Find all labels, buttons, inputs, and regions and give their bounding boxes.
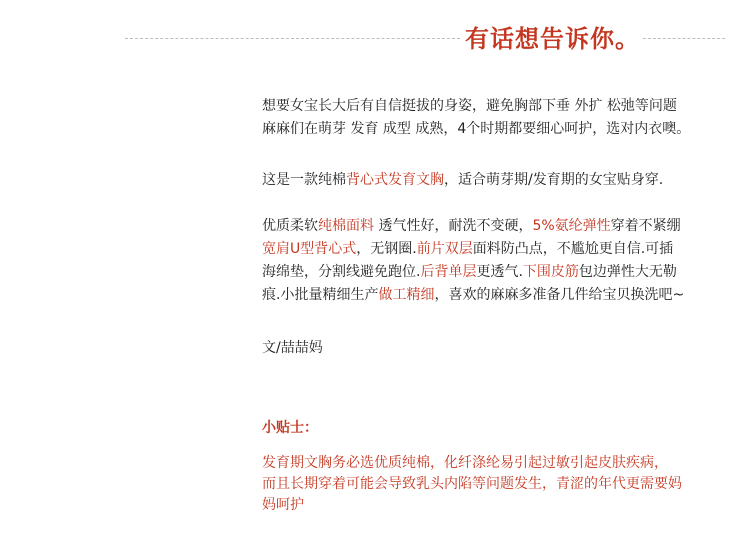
divider-right (643, 38, 725, 39)
product-suffix: ，适合萌芽期/发育期的女宝贴身穿. (444, 172, 664, 188)
text: ，无钢圈. (356, 241, 417, 257)
intro-line-2: 麻麻们在萌芽 发育 成型 成熟，4个时期都要细心呵护，选对内衣噢。 (262, 121, 691, 137)
text: 优质柔软 (262, 218, 318, 234)
text: 透气性好，耐洗不变硬， (374, 218, 533, 234)
highlight: 做工精细 (378, 287, 435, 303)
intro-line-1: 想要女宝长大后有自信挺拔的身姿，避免胸部下垂 外扩 松弛等问题 (262, 98, 677, 114)
tips-title: 小贴士： (262, 420, 318, 436)
features-paragraph (262, 215, 684, 307)
text: 穿着不紧绷 (610, 218, 681, 234)
author-signature: 文/喆喆妈 (262, 340, 323, 356)
highlight: 5%氨纶弹性 (532, 218, 611, 234)
text: 痕.小批量精细生产 (262, 287, 379, 303)
features-line-4 (262, 284, 684, 307)
highlight: 宽肩U型背心式 (262, 241, 357, 257)
intro-paragraph (262, 95, 690, 141)
features-line-2 (262, 238, 684, 261)
highlight: 下围皮筋 (522, 264, 579, 280)
text: 面料防凸点，不尴尬更自信.可插 (472, 241, 674, 257)
text: 更透气. (476, 264, 523, 280)
text: ，喜欢的麻麻多准备几件给宝贝换洗吧~ (434, 287, 685, 303)
tips-text (262, 453, 682, 516)
section-header (0, 20, 750, 60)
highlight: 纯棉面料 (318, 218, 374, 234)
features-line-1 (262, 215, 684, 238)
highlight: 后背单层 (420, 264, 477, 280)
divider-left (125, 38, 460, 39)
text: 海绵垫，分割线避免跑位. (262, 264, 421, 280)
product-paragraph (262, 169, 663, 192)
tips-line-1: 发育期文胸务必选优质纯棉，化纤涤纶易引起过敏引起皮肤疾病， (262, 455, 668, 471)
tips-line-2: 而且长期穿着可能会导致乳头内陷等问题发生，青涩的年代更需要妈 (262, 476, 682, 492)
features-line-3 (262, 261, 684, 284)
section-title: 有话想告诉你。 (465, 25, 640, 53)
tips-line-3: 妈呵护 (262, 497, 304, 513)
highlight: 前片双层 (416, 241, 473, 257)
product-prefix: 这是一款纯棉 (262, 172, 346, 188)
text: 包边弹性大无勒 (578, 264, 677, 280)
product-highlight: 背心式发育文胸 (346, 172, 444, 188)
